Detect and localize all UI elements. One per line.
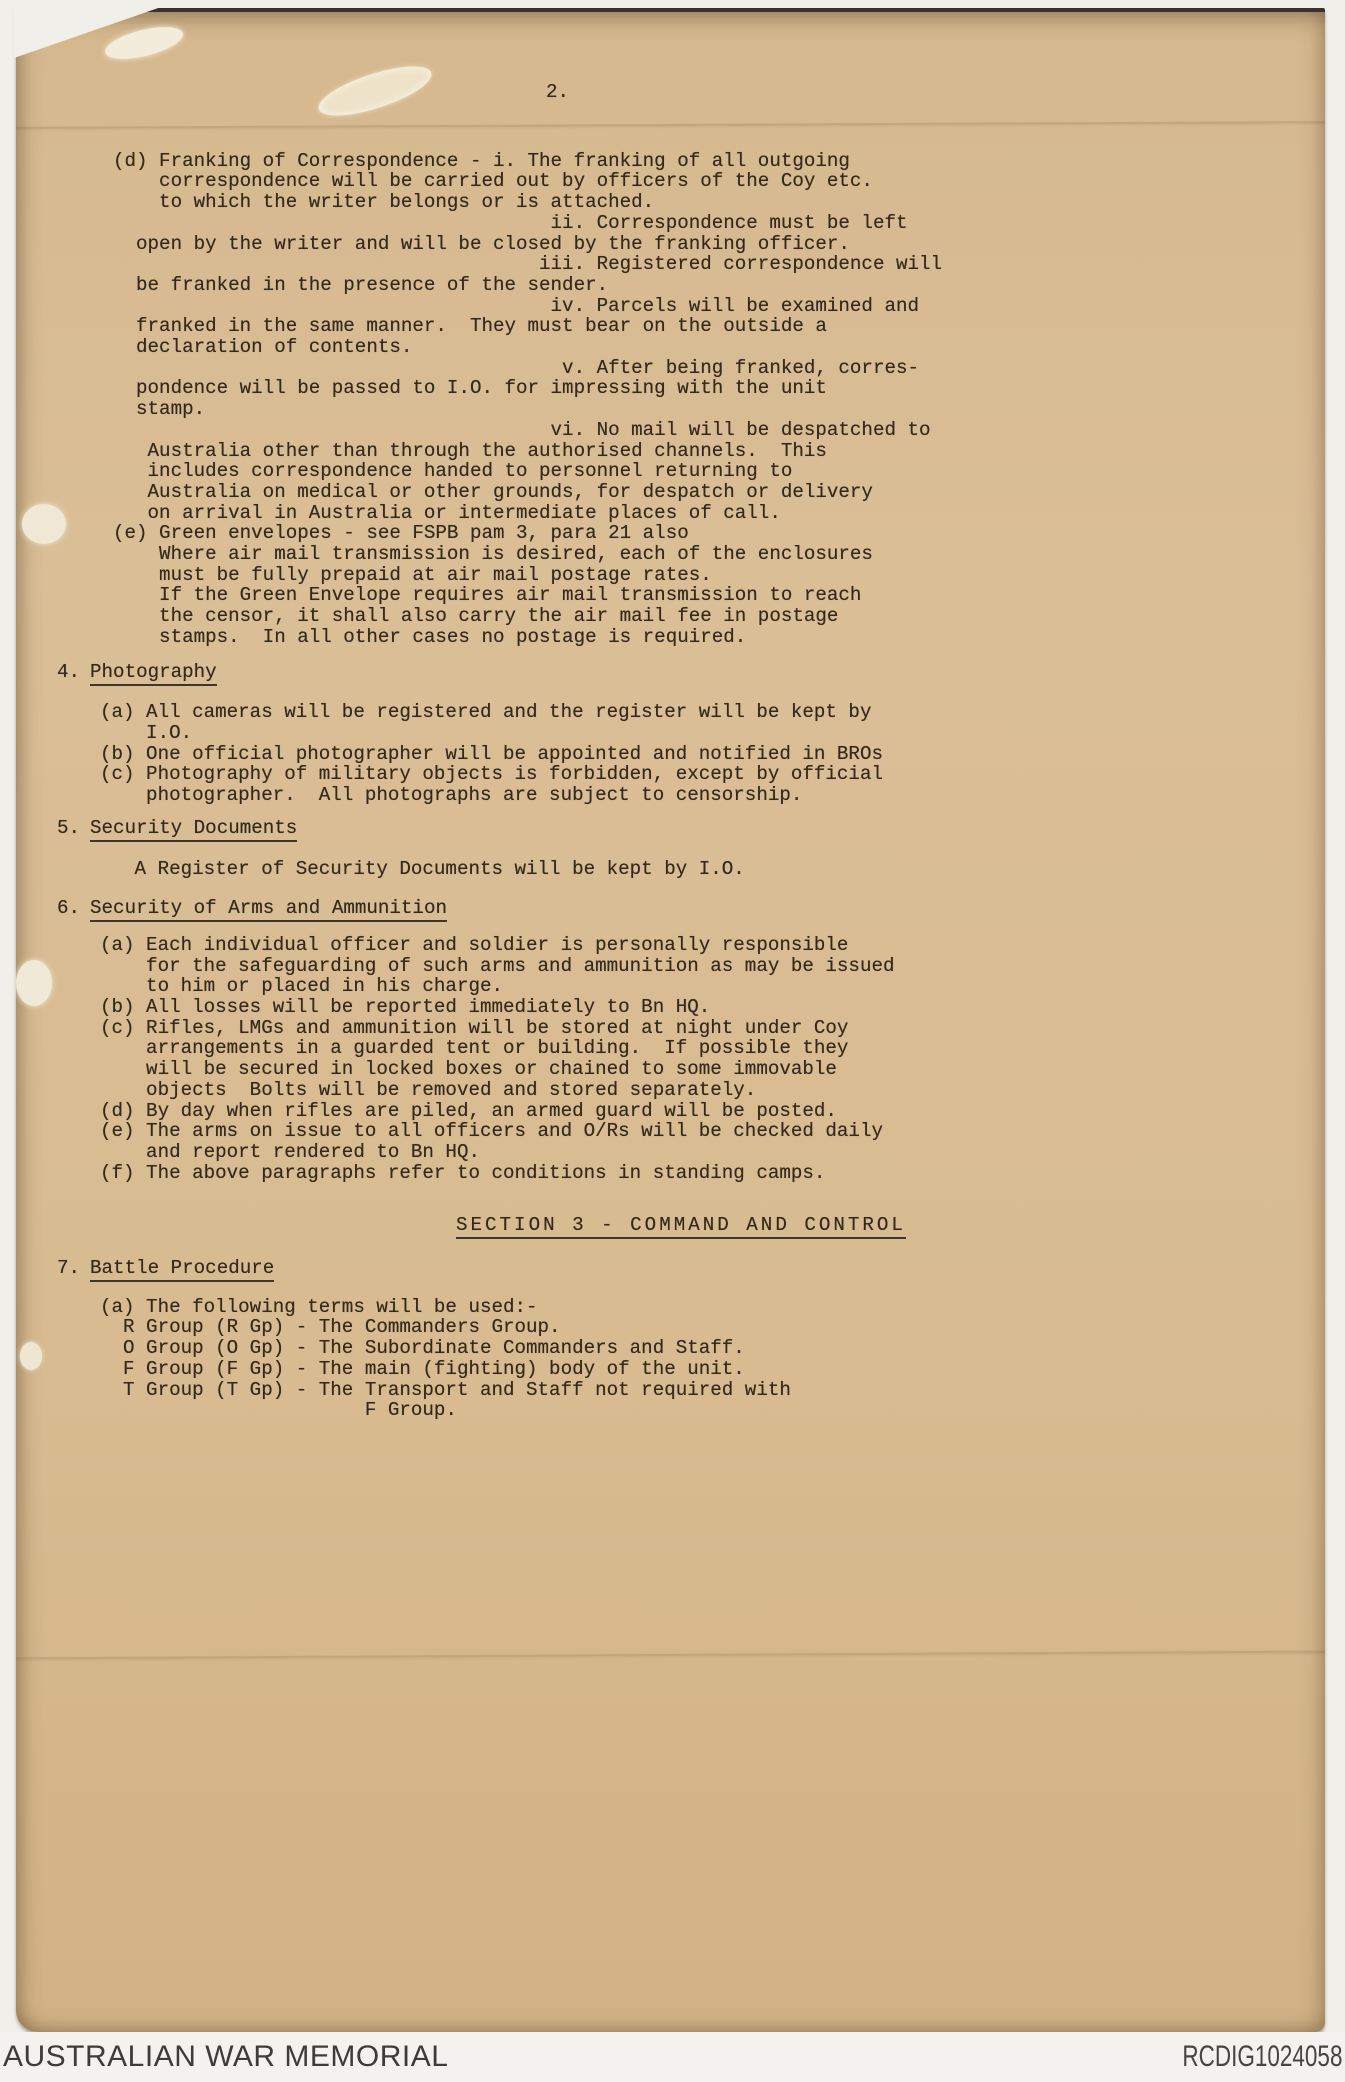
text-line: photographer. All photographs are subject to censorship. [100,784,803,807]
section-6-heading [16,898,1325,919]
text-line: Where air mail transmission is desired, each of the enclosures [113,543,873,566]
text-line: v. After being franked, corres- [113,356,920,379]
section-4-heading [16,662,1325,683]
text-line: pondence will be passed to I.O. for impressing with the unit [113,377,827,400]
text-line: ii. Correspondence must be left [113,211,908,234]
text-line: to him or placed in his charge. [100,975,504,998]
section-3-command-control-heading [16,1215,1325,1236]
text-line: franked in the same manner. They must bear on the outside a [113,315,827,338]
text-line: Australia on medical or other grounds, for despatch or delivery [113,480,873,503]
text-line: (d) By day when rifles are piled, an armed guard will be posted. [100,1099,837,1122]
section-5-security-documents-body [16,859,1325,880]
text-line: iv. Parcels will be examined and [113,294,920,317]
section-number: 4. [57,660,81,683]
text-line: vi. No mail will be despatched to [113,418,931,441]
text-line: (e) Green envelopes - see FSPB pam 3, para 21 also [113,522,689,545]
text-line: F Group (F Gp) - The main (fighting) body of the unit. [100,1357,745,1380]
archive-reference-id: RCDIG1024058 [1181,2040,1342,2073]
text-line: stamp. [113,398,206,421]
text-line: I.O. [100,721,193,744]
section-title: Battle Procedure [90,1257,274,1282]
section-4-photography-body [16,702,1325,806]
text-line: A Register of Security Documents will be kept by I.O. [100,857,745,880]
text-line: be franked in the presence of the sender. [113,273,609,296]
text-line: arrangements in a guarded tent or building. If possible they [100,1037,849,1060]
text-line: on arrival in Australia or intermediate places of call. [113,501,781,524]
text-line: open by the writer and will be closed by the franking officer. [113,232,850,255]
text-line: (a) The following terms will be used:- [100,1295,538,1318]
typewritten-text [16,12,1325,1421]
paragraph-franking-and-green-envelopes [16,151,1325,648]
text-line: O Group (O Gp) - The Subordinate Commanders and Staff. [100,1337,745,1360]
archive-name-label: AUSTRALIAN WAR MEMORIAL [3,2040,449,2073]
text-line: iii. Registered correspondence will [113,253,943,276]
text-line: R Group (R Gp) - The Commanders Group. [100,1316,561,1339]
text-line: If the Green Envelope requires air mail transmission to reach [113,584,862,607]
section-title: Security Documents [90,817,297,842]
document-paper [16,8,1325,2032]
section-title: Photography [90,661,217,686]
text-line: and report rendered to Bn HQ. [100,1140,480,1163]
text-line: to which the writer belongs or is attached. [113,191,655,214]
text-line: (c) Photography of military objects is forbidden, except by official [100,763,883,786]
text-line: (d) Franking of Correspondence - i. The franking of all outgoing [113,149,850,172]
text-line: correspondence will be carried out by officers of the Coy etc. [113,170,873,193]
section-7-heading [16,1258,1325,1279]
text-line: (b) All losses will be reported immediately to Bn HQ. [100,996,711,1019]
section-number: 6. [57,897,81,920]
centered-underlined-heading: SECTION 3 - COMMAND AND CONTROL [456,1214,906,1239]
section-number: 7. [57,1257,81,1280]
section-5-heading [16,818,1325,839]
text-line: (f) The above paragraphs refer to conditions in standing camps. [100,1161,826,1184]
text-line: (e) The arms on issue to all officers and O/Rs will be checked daily [100,1120,883,1143]
text-line: must be fully prepaid at air mail postage rates. [113,563,712,586]
paper-crease [16,1651,1325,1660]
text-line: T Group (T Gp) - The Transport and Staff not required with [100,1378,791,1401]
page-number: 2. [546,81,570,103]
text-line: stamps. In all other cases no postage is required. [113,625,747,648]
text-line: Australia other than through the authorised channels. This [113,439,827,462]
text-line: objects Bolts will be removed and stored separately. [100,1078,757,1101]
text-line: includes correspondence handed to personnel returning to [113,460,793,483]
text-line: (a) All cameras will be registered and the register will be kept by [100,701,872,724]
text-line: (a) Each individual officer and soldier is personally responsible [100,933,849,956]
text-line: for the safeguarding of such arms and ammunition as may be issued [100,954,895,977]
text-line: declaration of contents. [113,336,413,359]
text-line: (b) One official photographer will be appointed and notified in BROs [100,742,883,765]
archive-footer-bar [0,2032,1345,2082]
section-7-battle-procedure-body [16,1297,1325,1421]
text-line: (c) Rifles, LMGs and ammunition will be stored at night under Coy [100,1016,849,1039]
section-number: 5. [57,816,81,839]
text-line: F Group. [100,1399,457,1422]
section-6-arms-ammunition-body [16,935,1325,1183]
section-title: Security of Arms and Ammunition [90,897,447,922]
text-line: will be secured in locked boxes or chained to some immovable [100,1058,837,1081]
text-line: the censor, it shall also carry the air mail fee in postage [113,605,839,628]
